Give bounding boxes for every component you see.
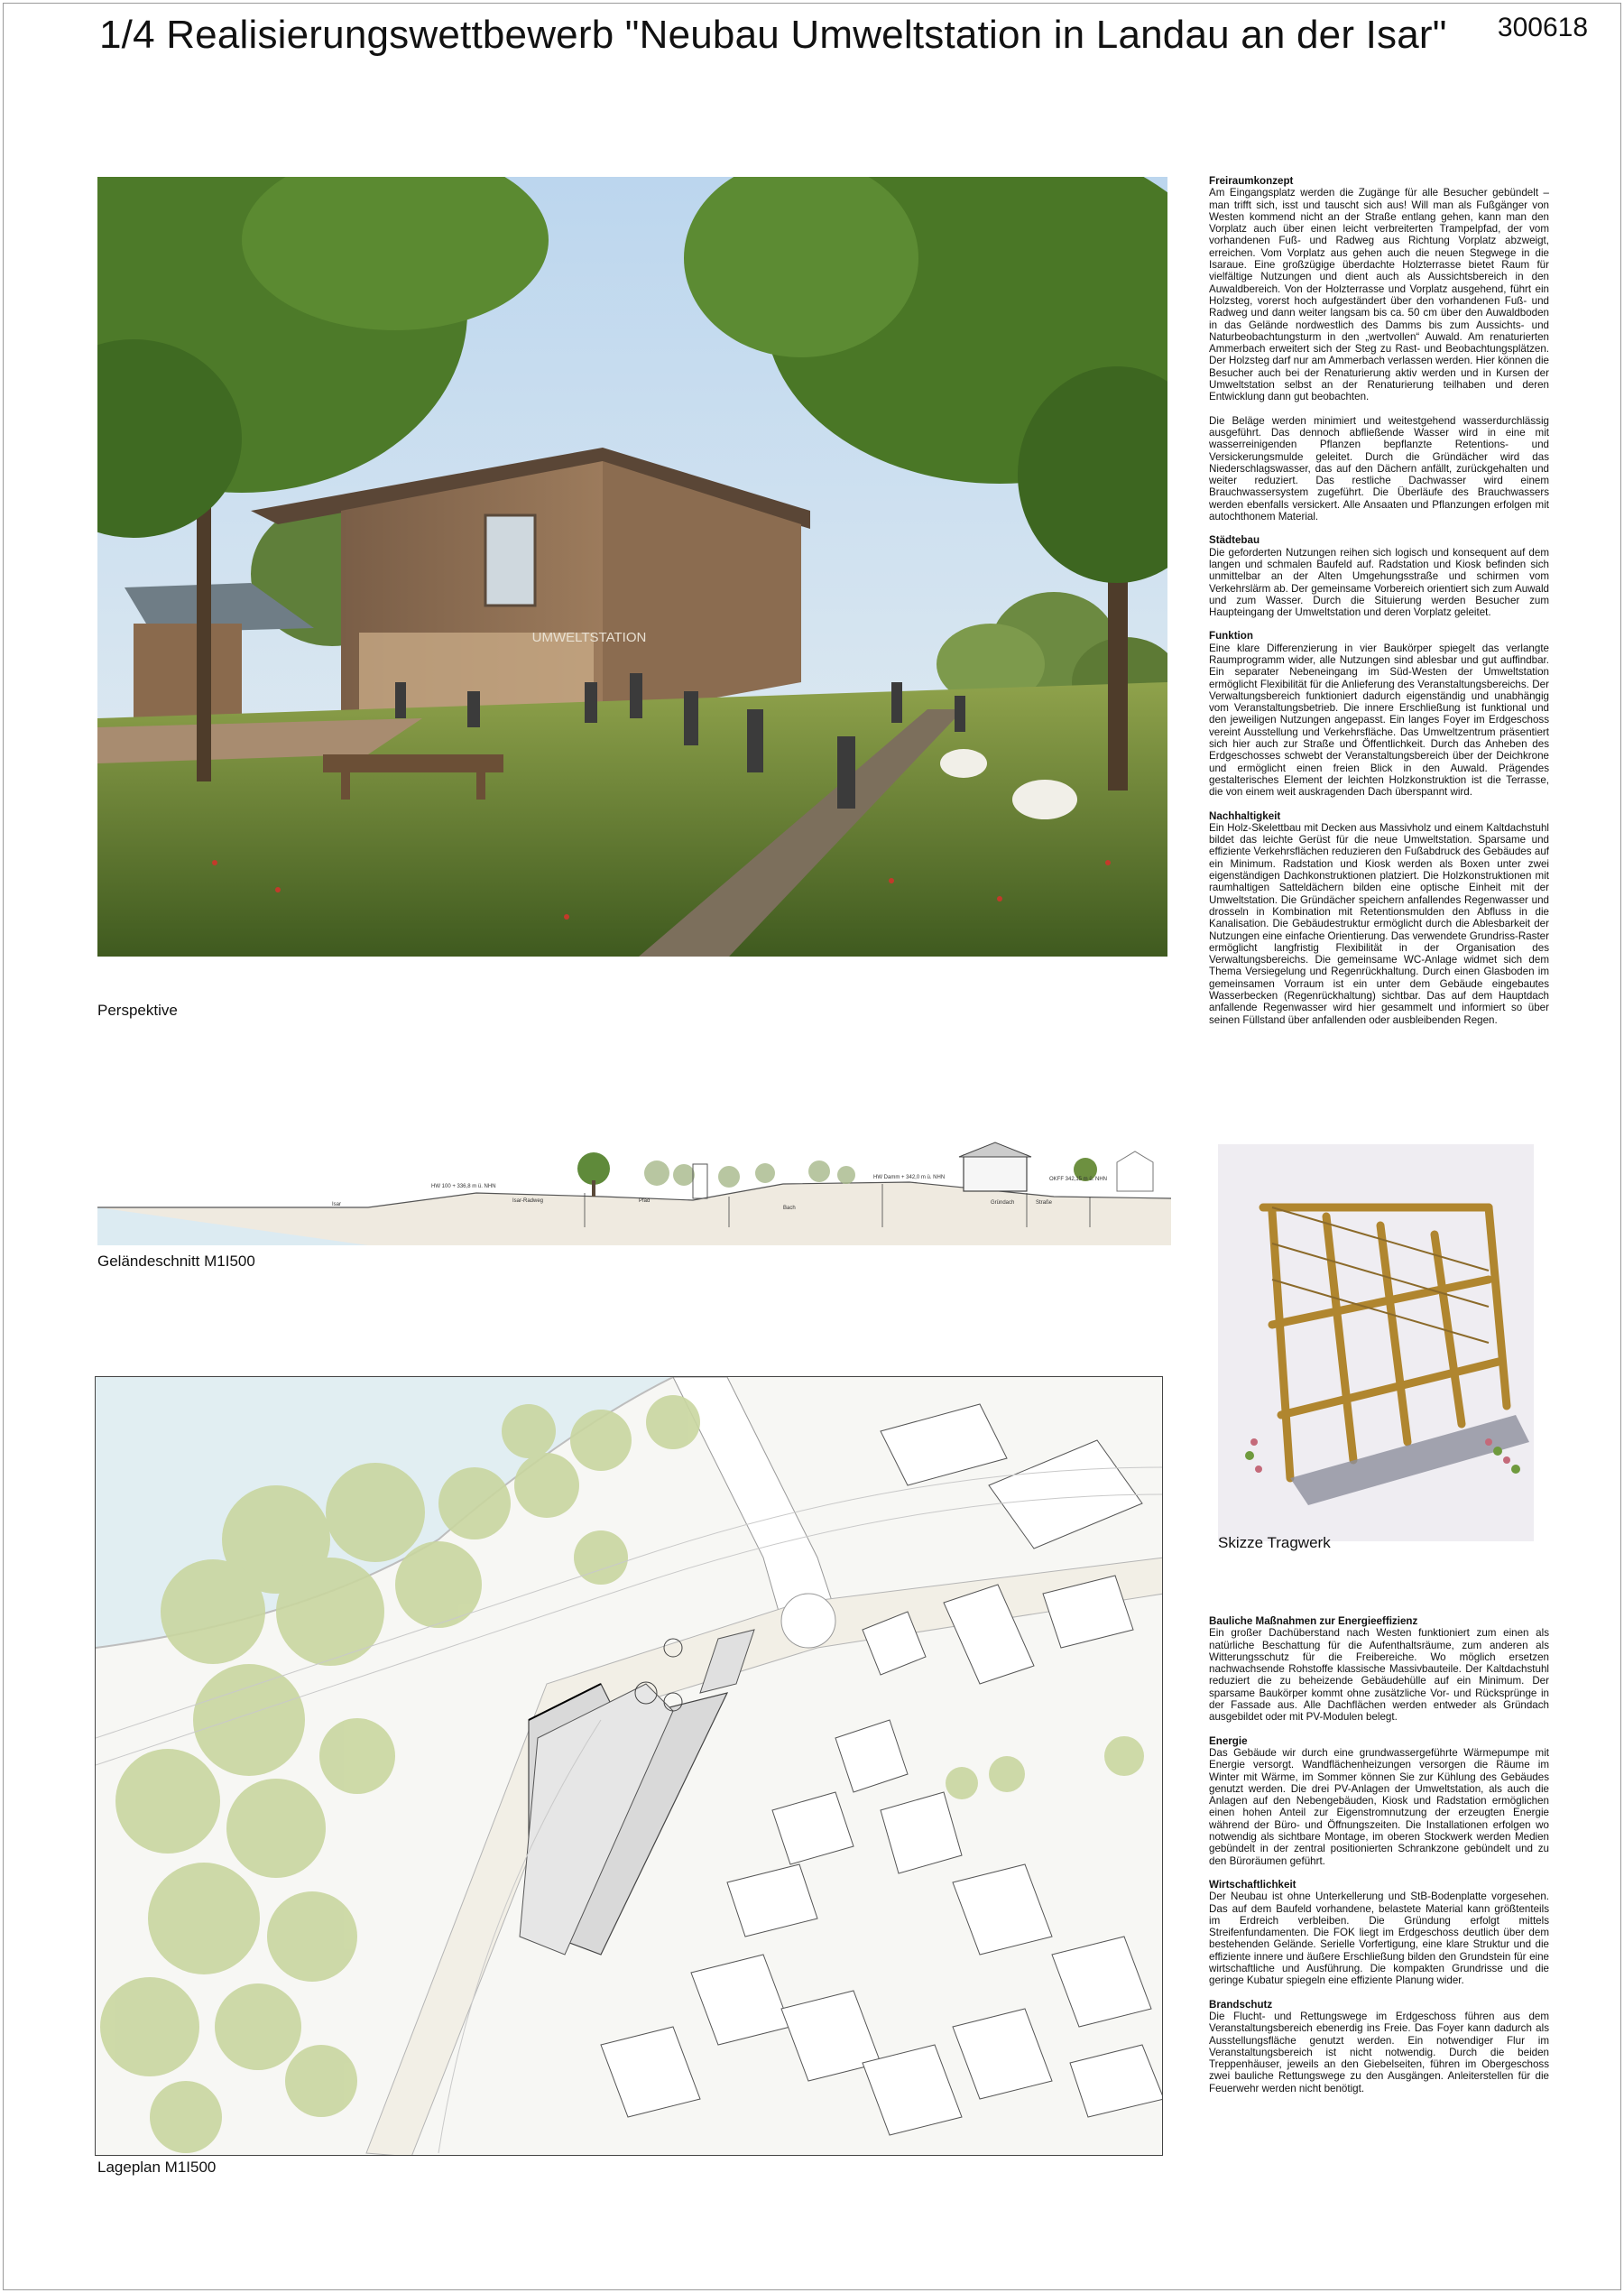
section-brandschutz bbox=[1209, 1999, 1549, 2094]
section-heading: Bauliche Maßnahmen zur Energieeffizienz bbox=[1209, 1615, 1418, 1627]
section-energie bbox=[1209, 1735, 1549, 1867]
section-label-isar: Isar bbox=[332, 1202, 342, 1207]
section-funktion bbox=[1209, 630, 1549, 798]
perspective-image bbox=[97, 177, 1167, 957]
section-paragraph: Das Gebäude wir durch eine grundwassergeführte Wärmepumpe mit Energie versorgt. Wandflächenheizungen versorgen die Räume im Winter mit Wärme, im Sommer können Sie zur Kühlung des Gebäudes genutzt werden. Die drei PV-Anlagen der Umweltstation, als auch die Anlagen auf den Nebengebäuden, Kiosk und Radstation ermöglichen einen hohen Anteil zur Eigenstromnutzung der erzeugten Energie während der Büro- und Öffnungszeiten. Die Installationen erfolgen wo notwendig als sichtbare Montage, im oberen Stockwerk werden Medien gebündelt in der zentral positionierten Schrankzone gebündelt und zu den Büroräumen geführt. bbox=[1209, 1746, 1549, 1867]
section-label-bach: Bach bbox=[783, 1206, 796, 1211]
section-label-hw2: HW Damm + 342,0 m ü. NHN bbox=[873, 1175, 946, 1180]
perspective-caption: Perspektive bbox=[97, 1002, 178, 1019]
section-freiraumkonzept bbox=[1209, 175, 1549, 522]
text-column-bottom bbox=[1209, 1615, 1549, 2106]
section-heading: Nachhaltigkeit bbox=[1209, 809, 1281, 822]
section-heading: Städtebau bbox=[1209, 534, 1260, 547]
structure-sketch-caption: Skizze Tragwerk bbox=[1218, 1534, 1331, 1551]
terrain-section-drawing bbox=[97, 1137, 1171, 1245]
site-plan-caption: Lageplan M1I500 bbox=[97, 2159, 217, 2176]
section-paragraph: Am Eingangsplatz werden die Zugänge für alle Besucher gebündelt – man trifft sich, isst und tauscht sich aus! Will man als Fußgänger von Westen kommend nicht an der Straße entlang gehen, kann man den Vorplatz auch über einen leicht verbreiterten Trampelpfad, der vom vorhandenen Fuß- und Radweg aus Richtung Vorplatz abzweigt, erreichen. Vom Vorplatz aus gehen auch die neuen Stegwege in die Isaraue. Eine großzügige überdachte Holzterrasse bietet Raum für vielfältige Nutzungen und dient auch als Aussichtsbereich in den Auwaldbereich. Von der Holzterrasse und Vorplatz ausgehend, führt ein Holzsteg, vorerst hoch aufgeständert über den vorhandenen Fuß- und Radweg und dann weiter langsam bis ca. 50 cm über den Auwaldboden in das Gelände nordwestlich des Damms bis zum Aussichts- und Naturbeobachtungsturm in den „wertvollen“ Auwald. Am renaturierten Ammerbach erweitert sich der Steg zu Rast- und Beobachtungsplätzen. Der Holzsteg darf nur am Ammerbach verlassen werden. Hier können die Besucher auch bei der Renaturierung aktiv werden und in Kursen der Umweltstation selbst an der Renaturierung teilhaben und deren Entwicklung dann gut beobachten. bbox=[1209, 187, 1549, 403]
section-paragraph: Die Flucht- und Rettungswege im Erdgeschoss führen aus dem Veranstaltungsbereich ebenerdig ins Freie. Das Foyer kann dadurch als Ausstellungsfläche genutzt werden. Ein notwendiger Flur im Veranstaltungsbereich ist nicht notwendig. Durch die beiden Treppenhäuser, jeweils an den Giebelseiten, führen im Obergeschoss zwei bauliche Rettungswege zu den Ausgängen. Anleiterstellen für die Feuerwehr werden nicht benötigt. bbox=[1209, 2010, 1549, 2094]
section-paragraph: Ein großer Dachüberstand nach Westen funktioniert zum einen als natürliche Beschattung für die Aufenthaltsräume, zum anderen als Witterungsschutz für die Freibereiche. Wo möglich ersetzen nachwachsende Rohstoffe klassische Massivbauteile. Der Kaltdachstuhl reduziert die zu beheizende Gebäudehülle auf ein Minimum. Der sparsame Baukörper kommt ohne zusätzliche Vor- und Rücksprünge in der Fassade aus. Alle Dachflächen werden entweder als Gründach ausgebildet oder mit PV-Modulen belegt. bbox=[1209, 1627, 1549, 1724]
sheet-title: 1/4 Realisierungswettbewerb "Neubau Umweltstation in Landau an der Isar" bbox=[99, 13, 1447, 57]
section-paragraph: Die geforderten Nutzungen reihen sich logisch und konsequent auf dem langen und schmalen Baufeld auf. Radstation und Kiosk befinden sich unmittelbar an der Alten Umgehungsstraße und schirmen vom Verkehrslärm ab. Der gemeinsame Vorbereich orientiert sich zum Auwald und zum Wasser. Durch die Situierung werden Besucher zum Haupteingang der Umweltstation und deren Vorplatz geleitet. bbox=[1209, 546, 1549, 619]
text-column-top bbox=[1209, 175, 1549, 1038]
building-sign-text: UMWELTSTATION bbox=[531, 630, 647, 645]
section-label-hw: HW 100 + 336,8 m ü. NHN bbox=[431, 1184, 496, 1189]
section-label-dach: Gründach bbox=[991, 1200, 1015, 1206]
section-nachhaltigkeit bbox=[1209, 810, 1549, 1026]
terrain-section-caption: Geländeschnitt M1I500 bbox=[97, 1253, 255, 1270]
structure-sketch bbox=[1218, 1144, 1534, 1541]
section-paragraph: Die Beläge werden minimiert und weitestgehend wasserdurchlässig ausgeführt. Das dennoch abfließende Wasser wird in eine mit wasserreinigenden Pflanzen bepflanzte Retentions- und Versickerungsmulde geleitet. Durch die Gründächer wird das Niederschlagswasser, das auf den Dächern anfällt, zurückgehalten und weiter reduziert. Das restliche Dachwasser wird einem Brauchwassersystem zugeführt. Die Überläufe des Brauchwassers werden ebenfalls versickert. Alle Ansaaten und Pflanzungen erfolgen mit autochthonem Material. bbox=[1209, 414, 1549, 523]
section-paragraph: Der Neubau ist ohne Unterkellerung und StB-Bodenplatte vorgesehen. Das auf dem Baufeld vorhandene, belastete Material kann größtenteils im Erdreich verbleiben. Die Gründung erfolgt mittels Streifenfundamenten. Die FOK liegt im Erdgeschoss deutlich über dem bestehenden Gelände. Serielle Vorfertigung, eine klare Struktur und die effiziente innere und äußere Erschließung bilden den Grundstein für eine wirtschaftliche und Ausführung. Die kompakten Grundrisse und die geringe Kubatur spiegeln eine effiziente Planung wider. bbox=[1209, 1891, 1549, 1987]
section-label-strasse: Straße bbox=[1036, 1200, 1053, 1206]
section-heading: Brandschutz bbox=[1209, 1998, 1273, 2011]
section-paragraph: Ein Holz-Skelettbau mit Decken aus Massivholz und einem Kaltdachstuhl bildet das leichte Gerüst für die neue Umweltstation. Sparsame und effiziente Verkehrsflächen reduzieren den Fußabdruck des Gebäudes auf ein Minimum. Radstation und Kiosk werden als Boxen unter zwei eigenständigen Dachkonstruktionen platziert. Die Holzkonstruktionen mit raumhaltigen Satteldächern bilden eine optische Einheit mit der Umweltstation. Die Gründächer speichern anfallendes Regenwasser und drosseln in Kombination mit Retentionsmulden den Abfluss in die Kanalisation. Die Gebäudestruktur ermöglicht durch die Ablesbarkeit der Nutzungen eine einfache Orientierung. Das verwendete Grundriss-Raster ermöglicht langfristig Flexibilität in der Organisation des Verwaltungsbereichs. Die gemeinsame WC-Anlage widmet sich dem Thema Versiegelung und Regenrückhaltung. Durch einen Glasboden im gemeinsamen Vorraum ist ein unter dem Gebäude eingebautes Wasserbecken (Regenrückhaltung) sichtbar. Das auf dem Hauptdach anfallende Regenwasser wird hier gesammelt und informiert so über seinen Füllstand über anfallenden oder ausbleibenden Regen. bbox=[1209, 821, 1549, 1026]
site-plan-drawing bbox=[95, 1376, 1163, 2156]
section-energieeffizienz bbox=[1209, 1615, 1549, 1724]
section-label-pfad: Pfad bbox=[639, 1198, 651, 1204]
section-heading: Energie bbox=[1209, 1734, 1248, 1747]
section-label-radweg: Isar-Radweg bbox=[512, 1198, 544, 1204]
section-label-ok: OKFF 342,15 m ü. NHN bbox=[1049, 1177, 1108, 1182]
section-heading: Wirtschaftlichkeit bbox=[1209, 1878, 1296, 1891]
section-heading: Funktion bbox=[1209, 630, 1253, 643]
section-staedtebau bbox=[1209, 534, 1549, 618]
section-heading: Freiraumkonzept bbox=[1209, 175, 1294, 187]
section-wirtschaftlichkeit bbox=[1209, 1879, 1549, 1987]
entry-number: 300618 bbox=[1497, 13, 1588, 42]
section-paragraph: Eine klare Differenzierung in vier Baukörper spiegelt das verlangte Raumprogramm wider, alle Nutzungen sind ablesbar und gut auffindbar. Ein separater Nebeneingang im Süd-Westen der Umweltstation ermöglicht Flexibilität für die Anlieferung des Veranstaltungsbereichs. Der Verwaltungsbereich funktioniert dadurch eigenständig und unabhängig vom Veranstaltungsbetrieb. Die innere Erschließung ist funktional und den jeweiligen Nutzungen angepasst. Ein langes Foyer im Erdgeschoss vereint Ausstellung und Verkehrsfläche. Das Umweltzentrum präsentiert sich hier auch zur Straße und Öffentlichkeit. Durch das Anheben des Erdgeschosses schwebt der Veranstaltungsbereich über der Deichkrone und ermöglicht einen freien Blick in den Auwald. Prägendes gestalterisches Element der leichten Holzkonstruktion ist die Terrasse, die von einem weit auskragenden Dach überspannt wird. bbox=[1209, 642, 1549, 799]
